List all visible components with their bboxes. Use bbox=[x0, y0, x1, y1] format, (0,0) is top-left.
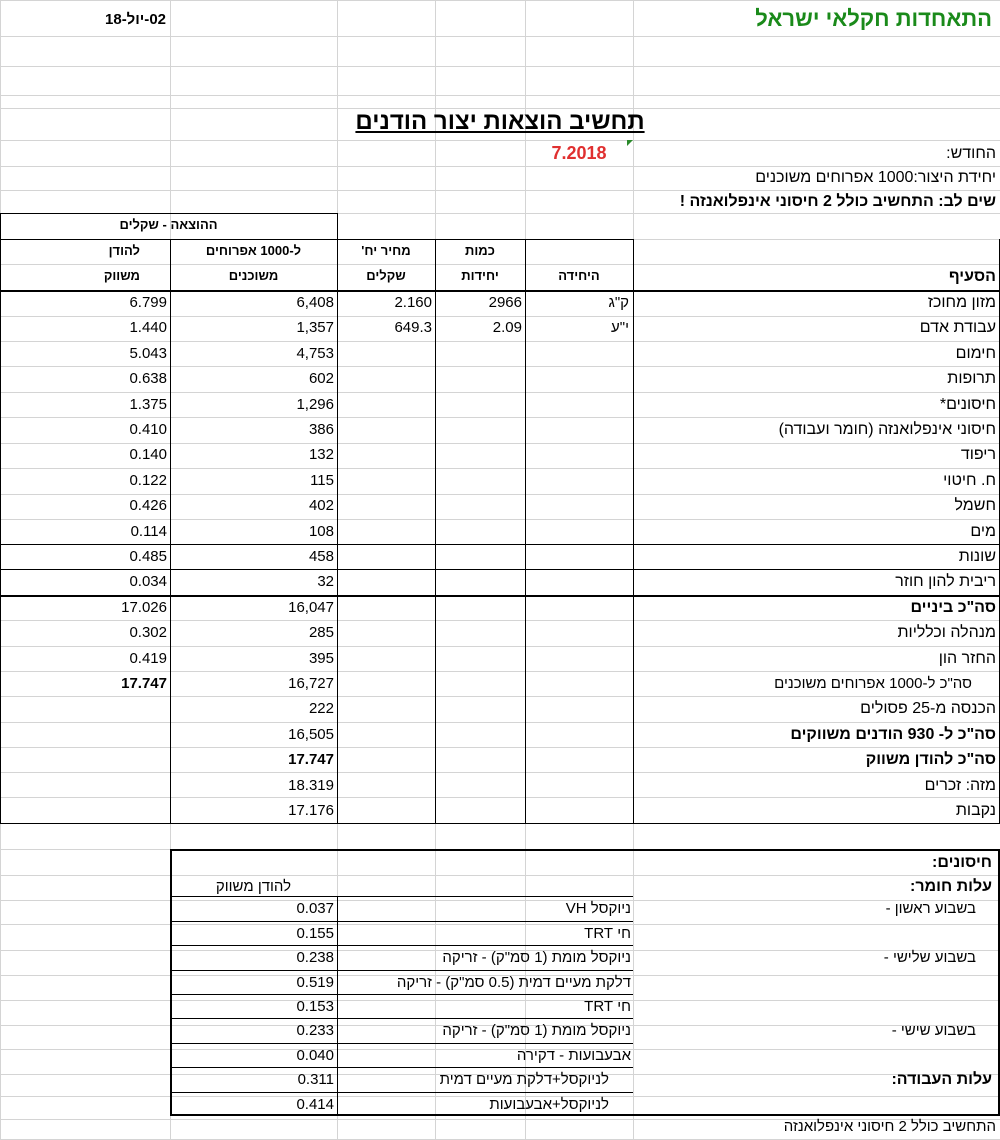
row-perhen: 0.485 bbox=[129, 548, 167, 565]
vaccine-value: 0.519 bbox=[296, 973, 334, 991]
row-item: מזון מחוכז bbox=[927, 294, 996, 311]
table-border bbox=[633, 239, 634, 823]
row-item: סה"כ להודן משווק bbox=[865, 751, 996, 769]
row-perhen: 17.747 bbox=[121, 675, 167, 692]
labor-desc: לניוקסל+דלקת מעיים דמית bbox=[439, 1071, 609, 1089]
row-item: שונות bbox=[958, 548, 996, 565]
header-price-2: שקלים bbox=[366, 268, 406, 283]
vaccine-border bbox=[170, 970, 633, 971]
row-perhen: 6.799 bbox=[129, 294, 167, 311]
month-value: 7.2018 bbox=[551, 143, 607, 163]
header-item: הסעיף bbox=[948, 268, 996, 285]
header-perhen-2: משווק bbox=[103, 268, 140, 283]
vaccine-desc: ניוקסל מומת (1 סמ"ק) - זריקה bbox=[442, 949, 631, 967]
table-border bbox=[0, 290, 1000, 292]
vaccine-col-header: להודן משווק bbox=[215, 878, 292, 895]
vaccine-desc: חי TRT bbox=[584, 924, 631, 942]
row-perhen: 0.302 bbox=[129, 624, 167, 642]
row-per1000: 32 bbox=[317, 573, 334, 591]
row-per1000: 16,047 bbox=[288, 598, 334, 616]
row-item: מים bbox=[970, 522, 996, 540]
gridline-row bbox=[0, 95, 1000, 96]
table-border bbox=[0, 823, 1000, 824]
table-border bbox=[0, 569, 1000, 570]
row-per1000: 386 bbox=[308, 421, 334, 438]
row-per1000: 6,408 bbox=[296, 294, 334, 311]
row-perhen: 0.426 bbox=[129, 497, 167, 515]
header-unit: היחידה bbox=[558, 268, 600, 283]
vaccine-value: 0.233 bbox=[296, 1022, 334, 1040]
row-unit: י"ע bbox=[611, 319, 629, 337]
row-per1000: 115 bbox=[310, 471, 334, 489]
row-item: חיסוני אינפלואנזה (חומר ועבודה) bbox=[778, 421, 996, 438]
row-item: החזר הון bbox=[938, 649, 996, 667]
vaccine-border bbox=[170, 945, 633, 946]
vaccine-border bbox=[170, 1067, 633, 1068]
comment-marker bbox=[627, 140, 633, 146]
vaccine-value: 0.037 bbox=[296, 900, 334, 918]
row-item: חיסונים* bbox=[939, 395, 996, 413]
gridline-row bbox=[0, 140, 1000, 141]
gridline-row bbox=[0, 264, 1000, 265]
month-label: החודש: bbox=[946, 145, 996, 162]
vaccine-border bbox=[170, 1018, 633, 1019]
row-item: הכנסה מ-25 פסולים bbox=[860, 700, 996, 718]
vaccine-value: 0.040 bbox=[296, 1046, 334, 1064]
vaccine-week: בשבוע ראשון - bbox=[885, 900, 976, 918]
row-item: חשמל bbox=[954, 497, 996, 515]
header-per1000-1: ל-1000 אפרוחים bbox=[205, 243, 302, 258]
row-perhen: 0.410 bbox=[129, 421, 167, 438]
table-border bbox=[525, 239, 526, 823]
row-per1000: 108 bbox=[308, 522, 334, 540]
row-unit: ק"ג bbox=[608, 294, 629, 311]
row-per1000: 132 bbox=[308, 446, 334, 464]
row-per1000: 458 bbox=[308, 548, 334, 565]
row-perhen: 0.140 bbox=[129, 446, 167, 464]
row-perhen: 1.375 bbox=[129, 395, 167, 413]
vaccine-border bbox=[170, 849, 1000, 851]
gridline-row bbox=[0, 190, 1000, 191]
row-perhen: 0.638 bbox=[129, 370, 167, 388]
footnote: התחשיב כולל 2 חיסוני אינפלואנזה bbox=[783, 1118, 996, 1135]
header-per1000-2: משוכנים bbox=[228, 268, 279, 283]
row-per1000: 402 bbox=[308, 497, 334, 515]
table-border bbox=[337, 213, 338, 239]
table-border bbox=[0, 239, 633, 240]
material-title: עלות חומר: bbox=[910, 878, 992, 895]
gridline-row bbox=[0, 0, 1000, 1]
labor-title: עלות העבודה: bbox=[891, 1071, 992, 1089]
row-per1000: 16,727 bbox=[288, 675, 334, 692]
row-item: מנהלה וכלליות bbox=[897, 624, 996, 642]
row-perhen: 17.026 bbox=[121, 598, 167, 616]
row-qty: 2.09 bbox=[492, 319, 522, 337]
row-per1000: 395 bbox=[308, 649, 334, 667]
row-per1000: 222 bbox=[308, 700, 334, 718]
table-border bbox=[0, 213, 1, 823]
row-per1000: 18.319 bbox=[288, 776, 334, 794]
row-item: מזה: זכרים bbox=[924, 776, 996, 794]
vaccine-border bbox=[337, 896, 338, 1114]
table-border bbox=[0, 213, 337, 214]
row-item: סה"כ ל- 930 הודנים משווקים bbox=[790, 725, 996, 743]
gridline-row bbox=[0, 66, 1000, 67]
vaccine-desc: אבעבועות - דקירה bbox=[516, 1046, 631, 1064]
header-qty-1: כמות bbox=[465, 243, 495, 258]
row-perhen: 0.122 bbox=[129, 471, 167, 489]
vaccine-desc: ניוקסל VH bbox=[565, 900, 631, 918]
row-price: 649.3 bbox=[394, 319, 432, 337]
row-per1000: 16,505 bbox=[288, 725, 334, 743]
vaccine-week: בשבוע שישי - bbox=[891, 1022, 976, 1040]
row-item: סה"כ ביניים bbox=[910, 598, 996, 616]
row-perhen: 0.419 bbox=[129, 649, 167, 667]
labor-value: 0.414 bbox=[296, 1095, 334, 1113]
vaccine-border bbox=[170, 1114, 1000, 1116]
table-border bbox=[435, 239, 436, 823]
header-price-1: מחיר יח' bbox=[361, 243, 411, 258]
row-item: סה"כ ל-1000 אפרוחים משוכנים bbox=[774, 675, 972, 692]
vaccine-desc: דלקת מעיים דמית (0.5 סמ"ק) - זריקה bbox=[396, 973, 631, 991]
header-perhen-1: להודן bbox=[108, 243, 140, 258]
table-border bbox=[0, 544, 1000, 545]
header-expense: ההוצאה - שקלים bbox=[119, 217, 218, 232]
row-qty: 2966 bbox=[488, 294, 522, 311]
row-item: ח. חיטוי bbox=[943, 471, 996, 489]
labor-value: 0.311 bbox=[297, 1071, 334, 1089]
vaccine-border bbox=[170, 994, 633, 995]
row-per1000: 285 bbox=[308, 624, 334, 642]
row-per1000: 1,296 bbox=[296, 395, 334, 413]
row-perhen: 1.440 bbox=[129, 319, 167, 337]
row-item: ריפוד bbox=[960, 446, 996, 464]
labor-desc: לניוקסל+אבעבועות bbox=[489, 1095, 609, 1113]
org-name: התאחדות חקלאי ישראל bbox=[755, 6, 992, 31]
vaccine-border bbox=[170, 1043, 633, 1044]
header-qty-2: יחידות bbox=[461, 268, 499, 283]
vaccine-value: 0.153 bbox=[296, 998, 334, 1015]
row-per1000: 4,753 bbox=[296, 344, 334, 362]
vaccine-value: 0.238 bbox=[296, 949, 334, 967]
row-perhen: 0.114 bbox=[130, 522, 167, 540]
report-date: 02-יול-18 bbox=[105, 11, 166, 28]
gridline-row bbox=[0, 166, 1000, 167]
table-border bbox=[0, 595, 1000, 597]
row-item: נקבות bbox=[955, 802, 996, 819]
row-item: עבודת אדם bbox=[919, 319, 996, 337]
table-border bbox=[337, 239, 338, 823]
row-perhen: 5.043 bbox=[129, 344, 167, 362]
unit-label: יחידת היצור:1000 אפרוחים משוכנים bbox=[755, 169, 996, 186]
row-perhen: 0.034 bbox=[129, 573, 167, 591]
gridline-row bbox=[0, 36, 1000, 37]
table-border bbox=[170, 239, 171, 823]
page-title: תחשיב הוצאות יצור הודנים bbox=[355, 108, 645, 135]
row-per1000: 17.747 bbox=[288, 751, 334, 769]
row-per1000: 602 bbox=[308, 370, 334, 388]
vaccine-desc: ניוקסל מומת (1 סמ"ק) - זריקה bbox=[442, 1022, 631, 1040]
row-per1000: 1,357 bbox=[296, 319, 334, 337]
vaccine-border bbox=[170, 921, 633, 922]
note: שים לב: התחשיב כולל 2 חיסוני אינפלואנזה ! bbox=[679, 193, 996, 210]
vaccine-border bbox=[170, 896, 633, 897]
row-item: חימום bbox=[955, 344, 996, 362]
row-price: 2.160 bbox=[394, 294, 432, 311]
vaccine-border bbox=[170, 849, 172, 1114]
vaccine-desc: חי TRT bbox=[584, 998, 631, 1015]
vaccine-value: 0.155 bbox=[296, 924, 334, 942]
vaccine-week: בשבוע שלישי - bbox=[883, 949, 976, 967]
row-per1000: 17.176 bbox=[288, 802, 334, 819]
row-item: ריבית להון חוזר bbox=[895, 573, 996, 591]
vaccines-title: חיסונים: bbox=[932, 854, 992, 871]
row-item: תרופות bbox=[947, 370, 996, 388]
vaccine-border bbox=[170, 1092, 633, 1093]
